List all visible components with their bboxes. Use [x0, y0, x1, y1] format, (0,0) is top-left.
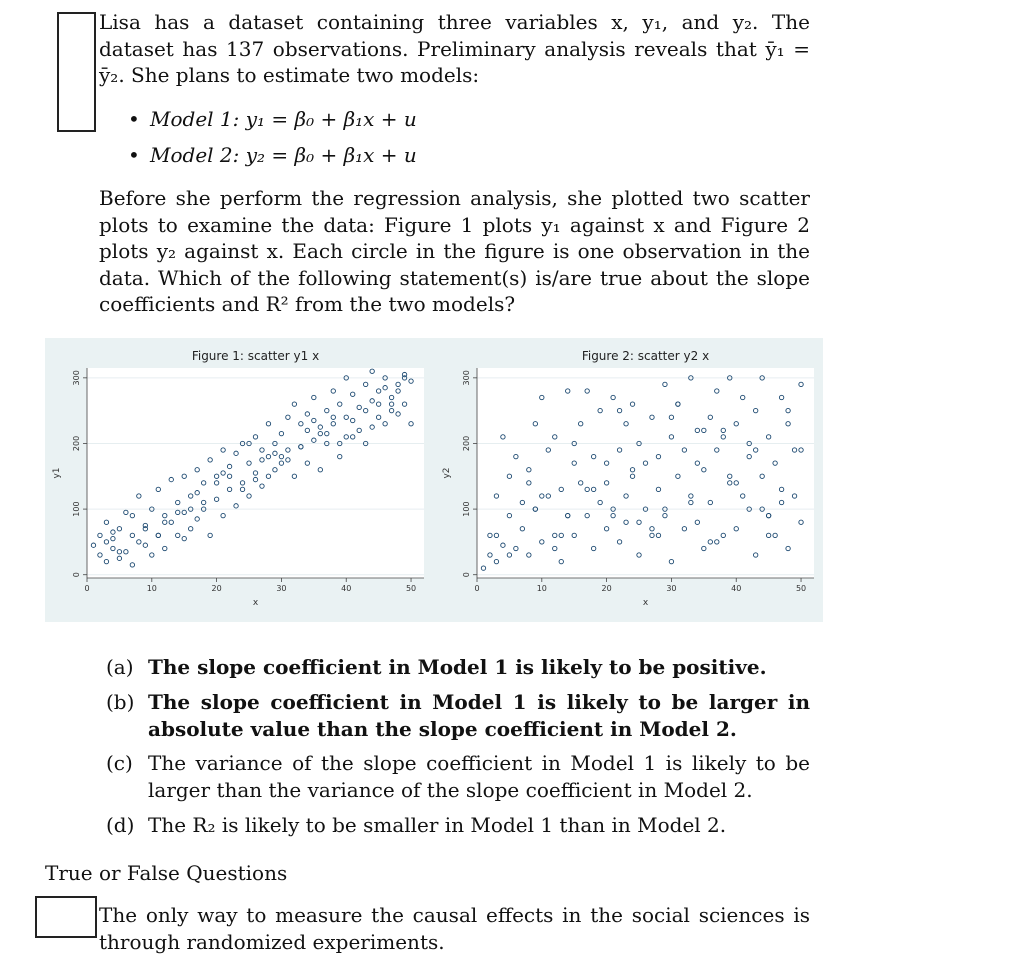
question1-intro: Lisa has a dataset containing three variables x, y₁, and y₂. The dataset has 137 observations. Preliminary analysis reveals that ȳ₁ = ȳ₂. She plans to estimate two models:	[99, 10, 810, 87]
model-2-item	[128, 137, 548, 173]
chart-title: Figure 2: scatter y2 x	[581, 349, 710, 363]
question2-answer-box[interactable]	[35, 896, 97, 938]
option-d	[106, 812, 810, 839]
option-c	[106, 750, 810, 803]
question1-description: Before she perform the regression analysis, she plotted two scatter plots to examine the data: Figure 1 plots y₁ against x and Figure 2 plots y₂ against x. Each circle in the figure is one observation in the data. Which of the following statement(s) is/are true about the slope coefficients and R² from the two models?	[99, 186, 810, 316]
y-tick-label: 200	[462, 435, 471, 452]
scatter-figures	[45, 338, 823, 622]
y-tick-label: 0	[72, 572, 81, 578]
y-axis-label: y2	[442, 467, 452, 479]
question2-text: The only way to measure the causal effects in the social sciences is through randomized experiments.	[99, 903, 810, 954]
chart-title: Figure 1: scatter y1 x	[191, 349, 320, 363]
bullet-icon: •	[128, 143, 140, 167]
option-b-label: (b)	[106, 690, 135, 714]
x-tick-label: 40	[731, 584, 742, 593]
x-axis-label: x	[252, 598, 259, 608]
option-d-label: (d)	[106, 813, 135, 837]
x-tick-label: 20	[601, 584, 612, 593]
y-tick-label: 100	[462, 501, 471, 517]
option-d-text: The R₂ is likely to be smaller in Model 1 than in Model 2.	[148, 813, 727, 837]
y-tick-label: 100	[72, 501, 81, 517]
option-c-label: (c)	[106, 751, 133, 775]
section-heading: True or False Questions	[45, 861, 288, 885]
option-a-text: The slope coefficient in Model 1 is likely to be positive.	[148, 655, 767, 679]
option-c-text: The variance of the slope coefficient in Model 1 is likely to be larger than the variance of the slope coefficient in Model 2.	[148, 751, 810, 802]
option-b-text: The slope coefficient in Model 1 is likely to be larger in absolute value than the slope coefficient in Model 2.	[148, 690, 810, 741]
x-tick-label: 0	[84, 584, 90, 593]
x-tick-label: 20	[211, 584, 222, 593]
model-2-text: Model 2: y₂ = β₀ + β₁x + u	[150, 143, 417, 167]
x-tick-label: 40	[341, 584, 352, 593]
y-tick-label: 200	[72, 435, 81, 452]
models-list	[128, 101, 548, 173]
figure-2-scatter	[442, 349, 814, 608]
figure-panel	[45, 338, 823, 622]
question1-answer-box[interactable]	[57, 12, 96, 132]
figure-1-scatter	[52, 349, 424, 608]
x-tick-label: 30	[276, 584, 287, 593]
x-tick-label: 50	[795, 584, 807, 593]
bullet-icon: •	[128, 107, 140, 131]
option-a-label: (a)	[106, 655, 134, 679]
model-1-text: Model 1: y₁ = β₀ + β₁x + u	[150, 107, 417, 131]
model-1-item	[128, 101, 548, 137]
option-b	[106, 689, 810, 742]
y-tick-label: 0	[462, 572, 471, 578]
x-tick-label: 50	[405, 584, 417, 593]
x-tick-label: 10	[536, 584, 547, 593]
option-a	[106, 654, 810, 681]
y-tick-label: 300	[72, 370, 81, 386]
plot-area	[477, 368, 814, 578]
x-axis-label: x	[642, 598, 649, 608]
x-tick-label: 30	[666, 584, 677, 593]
x-tick-label: 0	[474, 584, 480, 593]
y-axis-label: y1	[52, 467, 62, 479]
x-tick-label: 10	[146, 584, 157, 593]
y-tick-label: 300	[462, 370, 471, 386]
